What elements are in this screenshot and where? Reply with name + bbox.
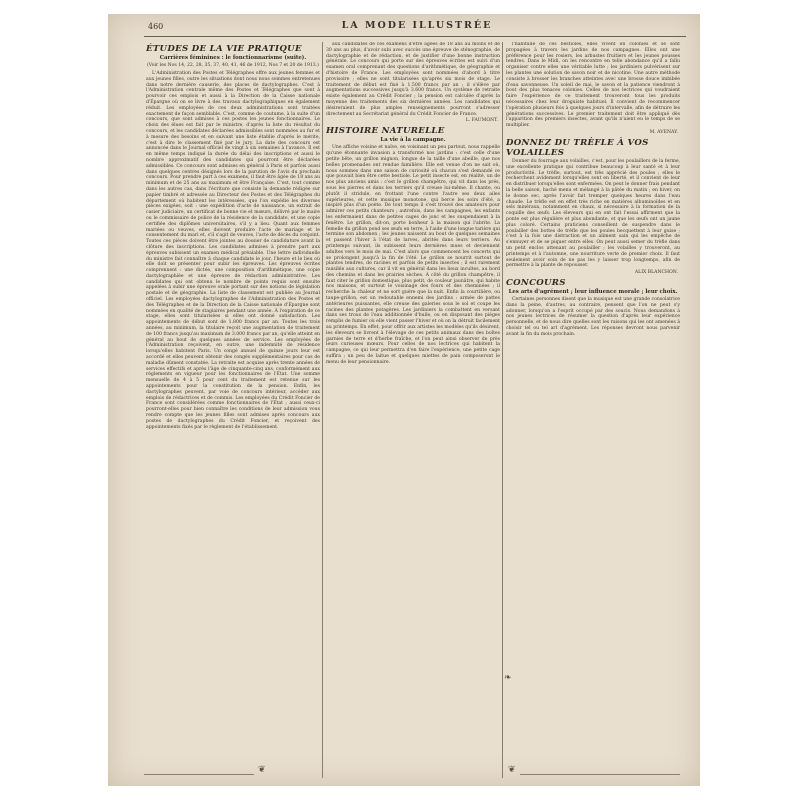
- section-heading: CONCOURS: [506, 278, 566, 289]
- section-subheading: Les arts d'agrément ; leur influence morale ; leur choix.: [508, 289, 678, 296]
- section-note: (Voir les Nos 14, 22, 28, 35, 37, 40, 41, 46 de 1912, Nos 7 et 20 de 1913.): [147, 63, 319, 68]
- column-separator: [322, 42, 323, 778]
- column-2: [326, 42, 500, 782]
- section-heading: HISTOIRE NATURELLE: [326, 126, 445, 137]
- article-body: Une affiche voisine et naïve, en voisinant un peu partout, nous rappelle qu'une étonnante invasion a transformé nos jardins : c'est celle d'une petite bête, un grillon mignon, longue de la taille d'une abeille, que nos belles promenades ont rendue familière. Elle est venue d'on ne sait où, nous sommes dans une saison de curiosité où chacun s'est demandé ce que pouvait bien être cette bestiole. Le petit insecte est, en réalité, un de nos plus anciens amis : c'est le grillon champêtre, qui vit dans les prés, sous les pierres et dans les terriers qu'il creuse lui-même. Il chante, ou plutôt il stridule, en frottant l'une contre l'autre ses deux ailes supérieures, et cette musique monotone, qui berce les soirs d'été, a inspiré plus d'un poète. De tout temps il s'est trouvé des amateurs pour admirer ces petits chanteurs ; autrefois, dans les campagnes, les enfants les enfermaient dans de petites cages de jonc et les suspendaient à la fenêtre. Le grillon, dit-on, porte bonheur à la maison qui l'abrite. La femelle du grillon pond ses œufs en terre, à l'aide d'une longue tarière qui termine son abdomen ; les jeunes naissent au bout de quelques semaines et passent l'hiver à l'état de larves, abrités dans leurs terriers. Au printemps suivant, ils subissent leurs dernières mues et deviennent adultes vers le mois de mai. C'est alors que commencent les concerts qui se prolongent jusqu'à la fin de l'été. Le grillon se nourrit surtout de plantes tendres, de racines et parfois de petits insectes ; il est rarement nuisible aux cultures, car il vit en général dans les lieux incultes, au bord des chemins et dans les prairies sèches. À côté du grillon champêtre, il faut citer le grillon domestique, plus petit, de couleur jaunâtre, qui habite nos maisons, et surtout le voisinage des fours et des cheminées ; il recherche la chaleur et ne sort guère que la nuit. Enfin la courtilière, ou taupe-grillon, est un redoutable ennemi des jardins : armée de pattes antérieures puissantes, elle creuse des galeries sous le sol et coupe les racines des plantes potagères. Les jardiniers la combattent en versant dans ses trous de l'eau additionnée d'huile, ou en disposant des pièges remplis de fumier où elle vient passer l'hiver et où on la détruit facilement au printemps. En effet, pour offrir aux artistes les modèles qu'ils désirent, les éleveurs se livrent à l'élevage de ces petits animaux dans des boîtes garnies de terre et d'herbe fraîche, et l'on peut ainsi observer de près leurs curieuses mœurs. Pour celles de nos lectrices qui habitent la campagne, ce qui leur permettra d'en faire l'expérience, une petite cage suffira ; un peu de laitue et quelques miettes de pain composeront le menu de leur pensionnaire.: [326, 145, 500, 365]
- running-head: [148, 20, 686, 36]
- author-signature: L. FAUMONT.: [465, 118, 498, 124]
- ornament-icon: ❦: [508, 765, 516, 775]
- footer-rule: [520, 774, 680, 775]
- page-number: 460: [148, 22, 164, 31]
- column-3: [506, 42, 680, 782]
- magazine-page: [108, 14, 700, 786]
- article-body-continued: l'habitude de ces bestioles, elles vivent en colonies et se sont propagées à travers les jardins de nos campagnes. Elles ont une préférence pour les rosiers, les arbustes fruitiers et les jeunes pousses tendres. Dans le Midi, on les rencontre en telle abondance qu'il a fallu organiser contre elles une véritable lutte ; les jardiniers pulvérisent sur les plantes une solution de savon noir et de nicotine. Une autre méthode consiste à brosser les branches atteintes avec une brosse douce imbibée d'eau savonneuse. Un soleil de mai, le savon et la patience viendront à bout des plus tenaces colonies. Celles de nos lectrices qui voudraient faire l'expérience de ce traitement trouveront tous les produits nécessaires chez leur droguiste habituel. Il convient de recommencer l'opération plusieurs fois à quelques jours d'intervalle, afin de détruire les générations successives. Le premier traitement doit être appliqué dès l'apparition des premiers insectes, avant qu'ils n'aient eu le temps de se multiplier.: [506, 42, 680, 129]
- ornament-icon: ❦: [258, 765, 266, 775]
- footer-rule: [144, 774, 254, 775]
- author-signature: M. AVENAY.: [649, 129, 678, 135]
- section-subheading: La vie à la campagne.: [380, 137, 446, 144]
- section-heading: ÉTUDES DE LA VIE PRATIQUE: [146, 44, 302, 54]
- article-body: Donner du fourrage aux volailles, c'est, pour les poulaillers de la ferme, une excellente pratique qui contribue beaucoup à leur santé et à leur productivité. Le trèfle, surtout, est très apprécié des poules ; elles le recherchent avidement lorsqu'elles sont en liberté, et il convient de leur en distribuer lorsqu'elles sont enfermées. On peut le donner frais pendant la belle saison, haché menu et mélangé à la pâtée du matin ; en hiver, on le donne sec, après l'avoir fait tremper quelques heures dans l'eau chaude. Le trèfle est en effet très riche en matières albuminoïdes et en sels minéraux, notamment en chaux, si nécessaire à la formation de la coquille des œufs. Les éleveurs qui en ont fait l'essai affirment que la ponte est plus régulière et plus abondante, et que les œufs ont un jaune plus coloré. Certains praticiens conseillent de suspendre dans le poulailler des bottes de trèfle que les poules becquettent à leur guise ; c'est à la fois une distraction et un aliment sain qui les empêche de s'ennuyer et de se piquer entre elles. On peut aussi semer du trèfle dans un petit enclos attenant au poulailler ; les volailles y trouveront, au printemps et à l'automne, une nourriture verte de premier choix. Il faut seulement avoir soin de ne pas les y laisser trop longtemps, afin de permettre à la plante de repousser.: [506, 158, 680, 269]
- section-subheading: Carrières féminines : le fonctionnarisme (suite).: [159, 55, 307, 61]
- article-body: Certaines personnes disent que la musique est une grande consolatrice dans la peine, d'autres, au contraire, pensent que l'on ne peut s'y adonner, lorsqu'on a l'esprit occupé par des soucis. Nous demandons à nos jeunes lectrices de résumer la question d'après leur expérience personnelle, et de nous dire quelles sont les raisons qui les ont amenées à choisir tel ou tel art d'agrément. Les réponses devront nous parvenir avant la fin du mois prochain.: [506, 297, 680, 337]
- column-1: [146, 42, 320, 782]
- magazine-title: LA MODE ILLUSTRÉE: [341, 20, 493, 31]
- ornament-icon: ❧: [504, 673, 512, 683]
- article-body: L'Administration des Postes et Télégraphes offre aux jeunes femmes et aux jeunes filles, outre les situations dont nous nous sommes entretenues dans notre dernière causerie, des places de dactylographes. C'est à l'Administration centrale même des Postes et Télégraphes que sont à pourvoir ces emplois et aussi à la Direction de la Caisse nationale d'Épargne où on se livre à des travaux dactylographiques en également réduit. Les employées de ces deux administrations sont traitées exactement de façon semblable. C'est, comme de coutume, à la suite d'un concours, que sont admises à ces postes les jeunes fonctionnaires. Le choix des élues est fait par le ministre, d'après la liste du résultat du concours, et les candidates déclarées admissibles sont nommées au fur et à mesure des besoins et en suivant une liste établie d'après le mérite, c'est à dire le classement fixé par le jury. La date des concours est annoncée dans le Journal officiel de vingt à six semaines à l'avance. Il est en même temps indiqué la durée du délai des inscriptions et aussi le nombre approximatif des candidates qui pourront être déclarées admissibles. Ce concours sont admises en général à Paris et parfois aussi dans quelques centres désignés lors de la parution de l'avis du prochain concours. Pour prendre part à ces examens, il faut être âgée de 18 ans au minimum et de 25 ans au maximum et être Française. C'est, tout comme dans les autres cas, dans l'écriture que consiste la demande rédigée sur papier timbré et adressée au Directeur des Postes et des Télégraphes du département où habitent les intéressées, que l'on expédie les diverses pièces exigées, soit : une expédition d'acte de naissance, un extrait de casier judiciaire, un certificat de bonne vie et mœurs, délivré par le maire ou le commissaire de police de la résidence de la candidate, et une copie certifiée des diplômes universitaires, s'il y a lieu. Quant aux femmes mariées ou veuves, elles doivent produire l'acte de mariage et le consentement du mari et, s'il s'agit de veuves, l'acte de décès du conjoint. Toutes ces pièces doivent être jointes au dossier de candidature avant la clôture des inscriptions. Les candidates admises à prendre part aux épreuves subissent un examen médical préalable. Une lettre individuelle du ministre fait connaître à chaque candidate le jour, l'heure et le lieu où elle doit se présenter pour subir les épreuves. Les épreuves écrites comprennent : une dictée, une composition d'arithmétique, une copie dactylographiée et une épreuve de rédaction administrative. Les candidates qui ont obtenu le nombre de points requis sont ensuite appelées à subir une épreuve orale portant sur des notions de législation postale et de géographie. La liste de classement est publiée au Journal officiel. Les employées dactylographes de l'Administration des Postes et des Télégraphes et de la Direction de la Caisse nationale d'Épargne sont nommées en qualité de stagiaires pendant une année. À l'expiration de ce stage, elles sont titularisées si elles ont donné satisfaction. Les appointements de début sont de 1.800 francs par an. Toutes les trois années, au minimum, la titulaire reçoit une augmentation de traitement de 100 francs jusqu'au maximum de 3.000 francs par an, qu'elle atteint en général au bout de quelques années de service. Les employées de l'Administration reçoivent, en outre, une indemnité de résidence lorsqu'elles habitent Paris. Un congé annuel de quinze jours leur est accordé et elles peuvent obtenir des congés supplémentaires pour cas de maladie dûment constatée. La retraite est acquise après trente années de services effectifs et après l'âge de cinquante-cinq ans, conformément aux règlements en vigueur pour les fonctionnaires de l'État. Une somme mensuelle de 4 à 5 pour cent du traitement est retenue sur les appointements pour la constitution de la pension. Enfin, les dactylographes peuvent, par voie de concours intérieur, accéder aux emplois de rédactrices et de commis. Les employées du Crédit Foncier de France sont considérées comme fonctionnaires de l'État ; aussi ceux-ci pourront-elles pour bien connaître les conditions de leur admission vous rendre compte que les jeunes filles sont admises après concours aux postes de dactylographes du Crédit Foncier, et reçoivent des appointements fixés par le règlement de l'établissement.: [146, 71, 320, 430]
- author-signature: ALIX BLANCHON.: [634, 270, 678, 276]
- article-body-continued: aux candidates de ces examens d'être âgées de 18 ans au moins et de 30 ans au plus, d'avoir subi avec succès une épreuve de sténographie, de dactylographie et de rédaction, et de justifier d'une bonne instruction générale. Le concours qui porte sur des épreuves écrites est suivi d'un examen oral comprenant des questions d'arithmétique, de géographie et d'histoire de France. Les employées sont nommées d'abord à titre provisoire ; elles ne sont titularisées qu'après six mois de stage. Le traitement de début est fixé à 1.500 francs par an ; il s'élève par augmentations successives jusqu'à 3.600 francs. Un système de retraite existe également au Crédit Foncier ; la pension est calculée d'après la moyenne des traitements des six dernières années. Les candidates qui désireraient de plus amples renseignements pourront s'adresser directement au Secrétariat général du Crédit Foncier de France.: [326, 42, 500, 117]
- header-rule: [144, 36, 686, 37]
- section-heading: DONNEZ DU TRÈFLE À VOS VOLAILLES: [506, 137, 649, 158]
- column-separator: [502, 42, 503, 778]
